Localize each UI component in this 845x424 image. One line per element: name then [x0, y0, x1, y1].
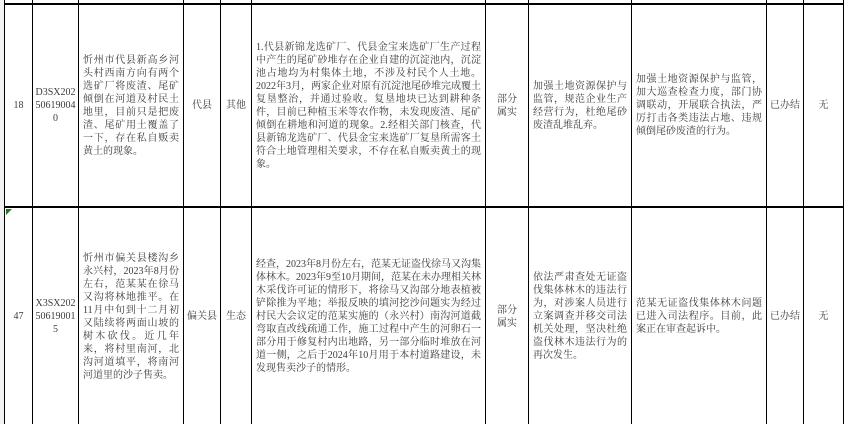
- cell-flag-icon: [6, 209, 12, 215]
- cell-complaint[interactable]: 忻州市偏关县楼沟乡永兴村，2023年8月份左右，范某某在徐马又沟将林地推平。在11月中旬到十二月初又陆续将两面山坡的树木砍伐。近几年来，将村里南河，北沟河道填平，将南河河道里的沙子售卖。: [79, 207, 184, 424]
- cell-accountability[interactable]: 无: [804, 4, 844, 207]
- cell-pollution-type[interactable]: 其他: [221, 4, 252, 207]
- cell-region[interactable]: 偏关县: [184, 207, 221, 424]
- table-row: [5, 4, 844, 207]
- serial-number-text: 47: [13, 311, 24, 322]
- case-table: [4, 0, 844, 424]
- cell-region[interactable]: 代县: [184, 4, 221, 207]
- table-row: [5, 207, 844, 424]
- cell-status[interactable]: 已办结: [767, 4, 804, 207]
- cell-serial-number[interactable]: [5, 207, 33, 424]
- cell-status[interactable]: 已办结: [767, 207, 804, 424]
- cell-rectification[interactable]: 加强土地资源保护与监管，加大巡查检查力度，部门协调联动，开展联合执法，严厉打击各类违法占地、违规倾倒尾砂废渣的行为。: [632, 4, 767, 207]
- cell-investigation[interactable]: 1.代县新锦龙选矿厂、代县金宝来选矿厂生产过程中产生的尾矿砂堆存在企业自建的沉淀池内，沉淀池占地均为村集体土地，不涉及村民个人土地。2022年3月，两家企业对原有沉淀池尾砂堆完成覆土复垦整治，并通过验收。复垦地块已达到耕种条件，目前已种植玉米等农作物，未发现废渣、尾矿倾倒在耕地和河道的现象。2.经相关部门核查，代县新锦龙选矿厂、代县金宝来选矿厂复垦所需客土符合土地管理相关要求，不存在私自贩卖黄土的现象。: [252, 4, 486, 207]
- cell-complaint[interactable]: 忻州市代县新高乡河头村西南方向有两个选矿厂将废渣、尾矿倾倒在河道及村民土地里，目前只是把废渣、尾矿用土覆盖了一下，存在私自贩卖黄土的现象。: [79, 4, 184, 207]
- cell-verification-result[interactable]: 部分属实: [486, 207, 529, 424]
- cell-pollution-type[interactable]: 生态: [221, 207, 252, 424]
- cell-accountability[interactable]: 无: [804, 207, 844, 424]
- cell-case-number[interactable]: D3SX202506190040: [33, 4, 79, 207]
- cell-verification-result[interactable]: 部分属实: [486, 4, 529, 207]
- table-sheet: [4, 0, 845, 424]
- cell-rectification[interactable]: 范某无证盗伐集体林木问题已进入司法程序。目前，此案正在审查起诉中。: [632, 207, 767, 424]
- cell-handling-measures[interactable]: 依法严肃查处无证盗伐集体林木的违法行为，对涉案人员进行立案调查并移交司法机关处理，坚决杜绝盗伐林木违法行为的再次发生。: [529, 207, 632, 424]
- cell-case-number[interactable]: X3SX202506190015: [33, 207, 79, 424]
- cell-investigation[interactable]: 经查，2023年8月份左右，范某无证盗伐徐马又沟集体林木。2023年9至10月期间，范某在未办理相关林木采伐许可证的情形下，将徐马又沟部分地表植被铲除推为平地；举报反映的填河挖沙问题实为经过村民大会议定的范某实施的（永兴村）南沟河道截弯取直改线疏通工作，施工过程中产生的河卵石一部分用于修复村内出地路，另一部分临时堆放在河道一侧，之后于2024年10月用于本村道路建设，未发现售卖沙子的情形。: [252, 207, 486, 424]
- cell-handling-measures[interactable]: 加强土地资源保护与监管，规范企业生产经营行为，杜绝尾砂废渣乱堆乱弃。: [529, 4, 632, 207]
- cell-serial-number[interactable]: 18: [5, 4, 33, 207]
